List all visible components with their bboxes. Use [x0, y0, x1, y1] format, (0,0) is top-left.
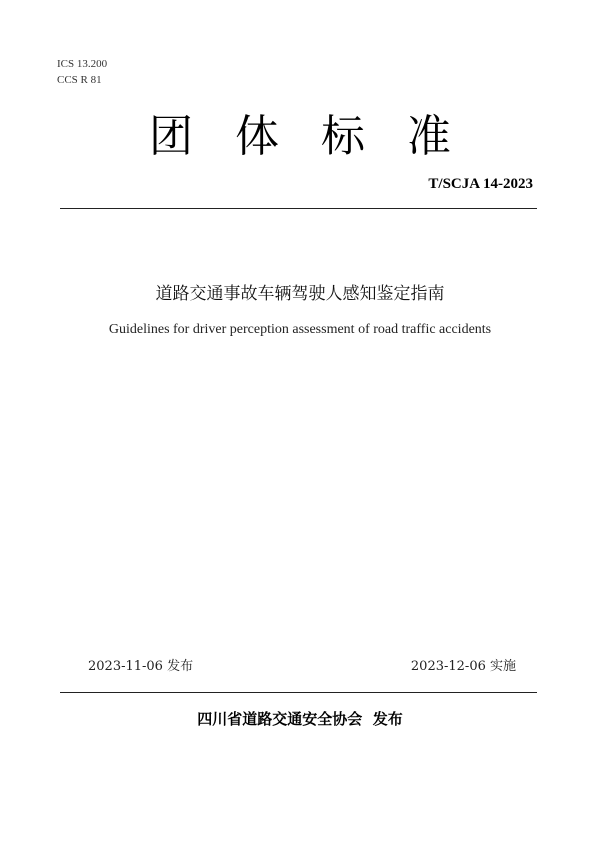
top-divider [60, 208, 537, 209]
chinese-title: 道路交通事故车辆驾驶人感知鉴定指南 [155, 284, 445, 304]
bottom-divider [60, 692, 537, 693]
english-title: Guidelines for driver perception assessment of road traffic accidents [108, 322, 492, 337]
ics-code: ICS 13.200 [57, 58, 108, 70]
document-type-title: 团体标准 [149, 111, 493, 162]
ccs-code: CCS R 81 [57, 74, 102, 86]
publish-date: 2023-11-06 发布 [88, 659, 194, 674]
implement-date: 2023-12-06 实施 [410, 659, 516, 674]
standard-number: T/SCJA 14-2023 [428, 176, 533, 192]
issuer: 四川省道路交通安全协会 发布 [197, 710, 403, 728]
